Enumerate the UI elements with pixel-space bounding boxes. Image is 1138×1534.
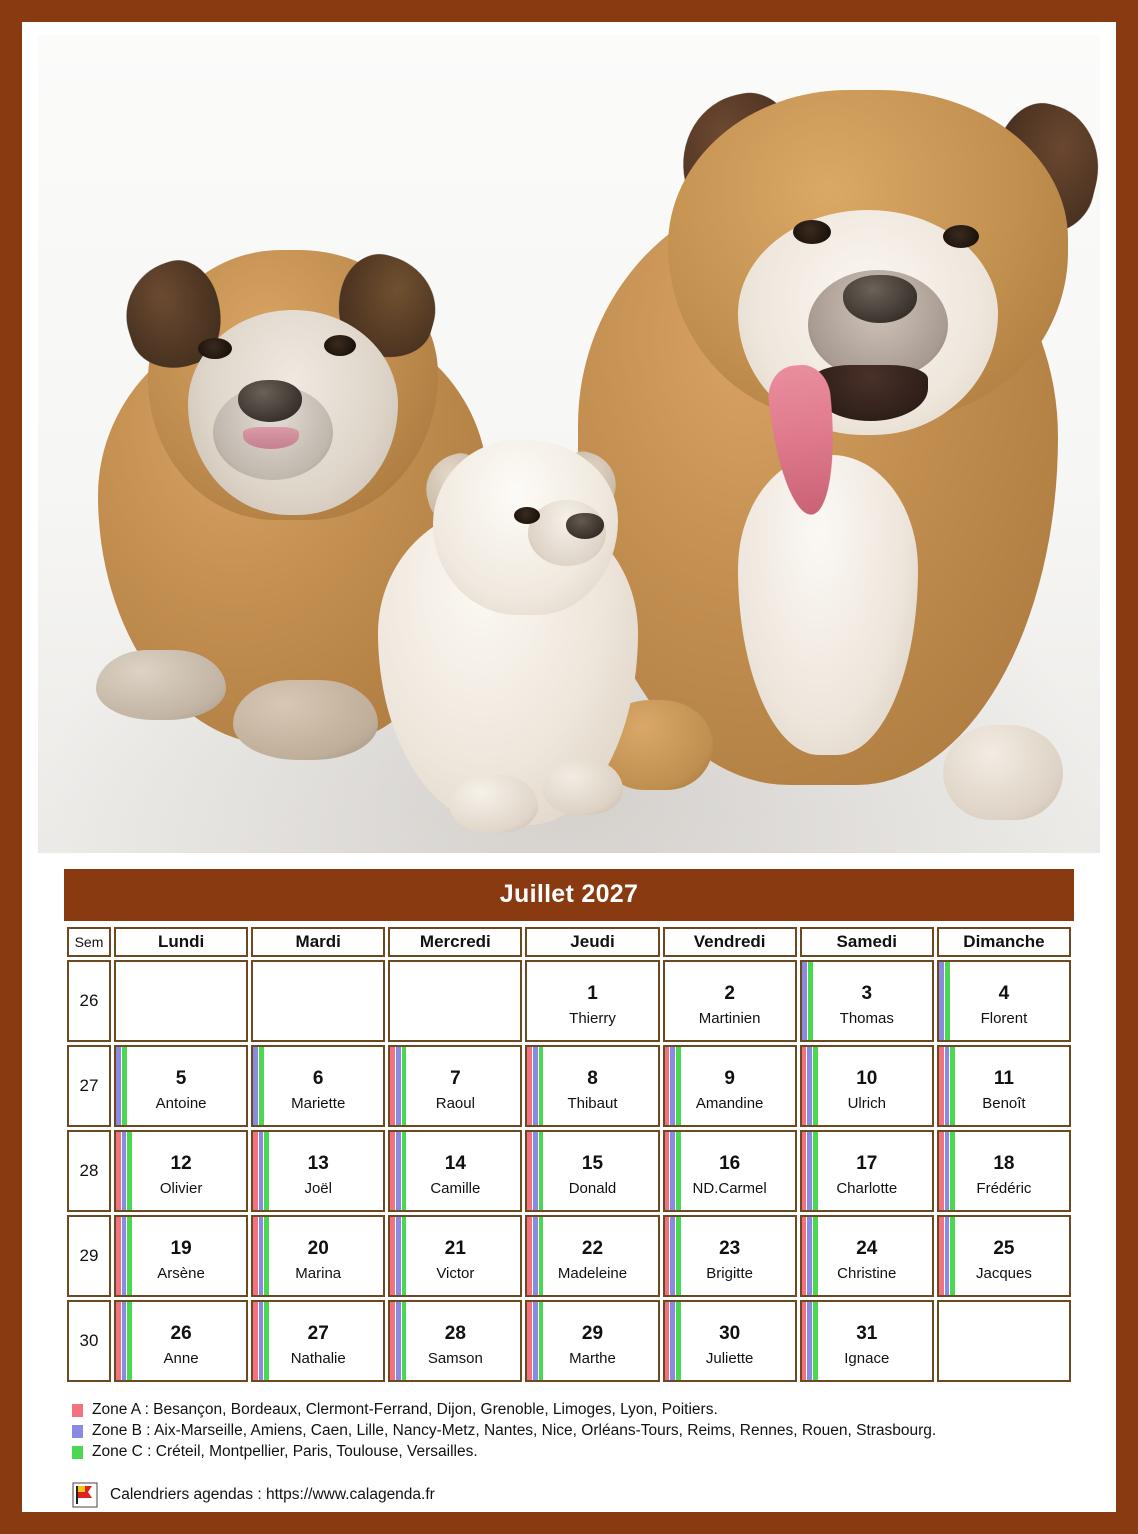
legend-row (72, 1422, 1074, 1440)
holiday-zone-bars (253, 1132, 270, 1210)
calendar-cell-empty (251, 960, 385, 1042)
calendar-day-cell[interactable] (114, 1045, 248, 1127)
holiday-zone-bars (939, 1047, 956, 1125)
zone-c-bar (127, 1217, 132, 1295)
saint-name: Madeleine (557, 1265, 628, 1283)
calendar-day-cell[interactable] (251, 1130, 385, 1212)
zone-c-bar (127, 1302, 132, 1380)
saint-name: Donald (568, 1180, 617, 1198)
zone-b-bar (122, 1217, 127, 1295)
day-number: 26 (170, 1323, 192, 1345)
calendar-day-cell[interactable] (388, 1300, 522, 1382)
saint-name: Florent (980, 1010, 1028, 1028)
zone-c-bar (808, 962, 813, 1040)
calendar-day-cell[interactable] (388, 1215, 522, 1297)
day-number: 16 (719, 1153, 741, 1175)
day-number (939, 1333, 1069, 1343)
zone-b-bar (259, 1217, 264, 1295)
zone-c-bar (127, 1132, 132, 1210)
holiday-zone-bars (802, 1132, 819, 1210)
zone-a-bar (802, 1132, 807, 1210)
zone-c-bar (539, 1302, 544, 1380)
calendar-cell-empty (388, 960, 522, 1042)
calendar-inner (22, 22, 1116, 1512)
calendar-day-cell[interactable] (525, 1045, 659, 1127)
zone-c-bar (264, 1132, 269, 1210)
holiday-zone-bars (390, 1132, 407, 1210)
saint-name: Charlotte (836, 1180, 898, 1198)
holiday-zone-bars (253, 1217, 270, 1295)
zone-b-bar (396, 1047, 401, 1125)
footer-text: Calendriers agendas : https://www.calagenda.fr (110, 1486, 435, 1503)
day-number: 12 (170, 1153, 192, 1175)
dow-header-friday: Vendredi (663, 927, 797, 957)
calendar-day-cell[interactable] (663, 960, 797, 1042)
calendar-title: Juillet 2027 (64, 869, 1074, 921)
holiday-zone-bars (390, 1302, 407, 1380)
zone-b-bar (533, 1302, 538, 1380)
zone-c-bar (264, 1302, 269, 1380)
zone-a-bar (527, 1047, 532, 1125)
zone-b-bar (945, 1047, 950, 1125)
week-number: 28 (67, 1130, 111, 1212)
zone-b-bar (807, 1132, 812, 1210)
zone-c-bar (813, 1217, 818, 1295)
holiday-zone-bars (116, 1302, 133, 1380)
saint-name (253, 1003, 383, 1009)
zone-a-bar (527, 1132, 532, 1210)
zone-a-bar (939, 1217, 944, 1295)
holiday-zone-bars (527, 1302, 544, 1380)
zone-c-bar (813, 1132, 818, 1210)
zone-c-bar (676, 1132, 681, 1210)
saint-name: Anne (163, 1350, 199, 1368)
saint-name (939, 1343, 1069, 1349)
saint-name: Marina (295, 1265, 342, 1283)
zone-a-bar (390, 1302, 395, 1380)
calagenda-logo-icon (72, 1482, 98, 1508)
zone-c-bar (402, 1047, 407, 1125)
day-number: 13 (307, 1153, 329, 1175)
zone-a-bar (802, 1047, 807, 1125)
calendar-day-cell[interactable] (525, 1130, 659, 1212)
zone-c-bar (950, 1047, 955, 1125)
zone-c-bar (402, 1132, 407, 1210)
saint-name: ND.Carmel (692, 1180, 767, 1198)
saint-name: Arsène (157, 1265, 205, 1283)
holiday-zone-bars (665, 1047, 682, 1125)
zone-c-bar (676, 1047, 681, 1125)
saint-name: Jacques (975, 1265, 1032, 1283)
zone-b-bar (122, 1302, 127, 1380)
saint-name: Ulrich (847, 1095, 886, 1113)
dog-adult-left-paw-one (96, 650, 226, 720)
zone-b-bar (670, 1132, 675, 1210)
holiday-zone-bars (390, 1047, 407, 1125)
day-number: 7 (450, 1068, 461, 1090)
day-number: 14 (444, 1153, 466, 1175)
day-number: 11 (993, 1068, 1014, 1090)
dog-adult-right-eye-left (793, 220, 831, 244)
saint-name (390, 1003, 520, 1009)
zone-c-bar (813, 1047, 818, 1125)
calendar-week-row (67, 1215, 1071, 1297)
holiday-zone-bars (665, 1302, 682, 1380)
saint-name: Thomas (839, 1010, 894, 1028)
saint-name: Brigitte (706, 1265, 753, 1283)
calendar-day-cell[interactable] (251, 1300, 385, 1382)
dog-adult-left-eye-left (198, 338, 232, 359)
legend-text: Zone B : Aix-Marseille, Amiens, Caen, Lille, Nancy-Metz, Nantes, Nice, Orléans-Tours, Reims, Rennes, Rouen, Strasbourg. (92, 1422, 937, 1439)
day-number: 27 (307, 1323, 329, 1345)
saint-name: Camille (430, 1180, 481, 1198)
zone-a-bar (116, 1132, 121, 1210)
zone-c-bar (122, 1047, 127, 1125)
zone-c-bar (945, 962, 950, 1040)
day-number: 22 (581, 1238, 604, 1260)
day-number: 17 (856, 1153, 878, 1175)
dog-puppy-paw-two (543, 760, 623, 815)
zone-a-bar (802, 1217, 807, 1295)
day-number (390, 993, 520, 1003)
zone-b-bar (533, 1217, 538, 1295)
zone-b-bar (802, 962, 807, 1040)
zone-b-bar (116, 1047, 121, 1125)
zone-b-bar (122, 1132, 127, 1210)
zone-b-bar (945, 1217, 950, 1295)
zone-c-bar (402, 1302, 407, 1380)
zone-a-bar (390, 1217, 395, 1295)
zone-a-bar (390, 1132, 395, 1210)
holiday-zone-bars (116, 1132, 133, 1210)
calendar-day-cell[interactable] (937, 1045, 1071, 1127)
saint-name (116, 1003, 246, 1009)
day-number: 8 (587, 1068, 598, 1090)
day-number: 9 (724, 1068, 735, 1090)
zone-b-bar (396, 1302, 401, 1380)
dow-header-wednesday: Mercredi (388, 927, 522, 957)
zone-b-bar (259, 1302, 264, 1380)
calendar-week-row (67, 1300, 1071, 1382)
zone-b-bar (670, 1217, 675, 1295)
zone-a-bar (665, 1302, 670, 1380)
calendar-day-cell[interactable] (663, 1045, 797, 1127)
calendar-cell-empty (937, 1300, 1071, 1382)
zone-a-bar (116, 1302, 121, 1380)
holiday-zone-bars (527, 1217, 544, 1295)
week-number: 29 (67, 1215, 111, 1297)
day-number: 21 (444, 1238, 466, 1260)
day-number: 23 (719, 1238, 741, 1260)
day-number: 15 (581, 1153, 604, 1175)
holiday-zone-bars (253, 1302, 270, 1380)
zone-a-bar (527, 1302, 532, 1380)
holiday-zone-bars (939, 1217, 956, 1295)
zone-c-bar (539, 1217, 544, 1295)
calendar-day-cell[interactable] (800, 1130, 934, 1212)
holiday-zone-bars (116, 1047, 133, 1125)
calendar-day-cell[interactable] (525, 1215, 659, 1297)
zone-c-bar (676, 1217, 681, 1295)
day-number: 25 (993, 1238, 1015, 1260)
holiday-zone-bars (802, 1217, 819, 1295)
calendar-day-cell[interactable] (251, 1045, 385, 1127)
zone-b-bar (533, 1132, 538, 1210)
dow-header-thursday: Jeudi (525, 927, 659, 957)
calendar-day-cell[interactable] (114, 1215, 248, 1297)
zone-b-bar (396, 1217, 401, 1295)
holiday-zone-bars (116, 1217, 133, 1295)
calendar-week-row (67, 1045, 1071, 1127)
calendar-day-cell[interactable] (388, 1045, 522, 1127)
zone-b-bar (670, 1302, 675, 1380)
calendar-day-cell[interactable] (663, 1130, 797, 1212)
day-number: 5 (175, 1068, 187, 1090)
day-number: 20 (307, 1238, 329, 1260)
saint-name: Juliette (705, 1350, 754, 1368)
legend-row (72, 1401, 1074, 1419)
dow-header-sunday: Dimanche (937, 927, 1071, 957)
zone-c-bar (813, 1302, 818, 1380)
saint-name: Frédéric (976, 1180, 1032, 1198)
saint-name: Thierry (569, 1010, 616, 1028)
zones-legend (72, 1401, 1074, 1464)
zone-a-bar (665, 1217, 670, 1295)
holiday-zone-bars (665, 1217, 682, 1295)
holiday-zone-bars (939, 962, 956, 1040)
holiday-zone-bars (527, 1132, 544, 1210)
saint-name: Joël (304, 1180, 332, 1198)
zone-a-bar (527, 1217, 532, 1295)
dog-puppy-eye (514, 507, 540, 524)
zone-a-bar (253, 1217, 258, 1295)
saint-name: Thibaut (567, 1095, 618, 1113)
legend-text: Zone C : Créteil, Montpellier, Paris, Toulouse, Versailles. (92, 1443, 478, 1460)
saint-name: Victor (436, 1265, 475, 1283)
calendar-day-cell[interactable] (937, 1130, 1071, 1212)
footer (72, 1482, 1074, 1508)
day-number: 30 (719, 1323, 741, 1345)
day-number: 6 (312, 1068, 324, 1090)
dog-adult-left-paw-two (233, 680, 378, 760)
week-number: 27 (67, 1045, 111, 1127)
holiday-zone-bars (527, 1047, 544, 1125)
calendar-day-cell[interactable] (800, 1215, 934, 1297)
saint-name: Raoul (435, 1095, 475, 1113)
zone-a-bar (116, 1217, 121, 1295)
zone-c-bar (264, 1217, 269, 1295)
zone-c-bar (539, 1132, 544, 1210)
holiday-zone-bars (939, 1132, 956, 1210)
day-number: 1 (587, 983, 598, 1005)
zone-a-bar (253, 1302, 258, 1380)
day-number: 3 (861, 983, 873, 1005)
zone-a-bar (939, 1047, 944, 1125)
day-number: 19 (170, 1238, 192, 1260)
dow-header-tuesday: Mardi (251, 927, 385, 957)
legend-color-swatch (72, 1446, 83, 1459)
zone-c-bar (402, 1217, 407, 1295)
photo-panel (38, 35, 1100, 853)
saint-name: Nathalie (290, 1350, 346, 1368)
day-number: 28 (444, 1323, 466, 1345)
day-number (253, 993, 383, 1003)
week-column-header: Sem (67, 927, 111, 957)
calendar-day-cell[interactable] (663, 1215, 797, 1297)
calendar-week-row (67, 1130, 1071, 1212)
calendar-day-cell[interactable] (114, 1300, 248, 1382)
holiday-zone-bars (253, 1047, 270, 1125)
calendar-day-cell[interactable] (937, 1215, 1071, 1297)
week-number: 26 (67, 960, 111, 1042)
zone-b-bar (253, 1047, 258, 1125)
zone-b-bar (807, 1217, 812, 1295)
saint-name: Benoît (982, 1095, 1026, 1113)
zone-b-bar (670, 1047, 675, 1125)
calendar-grid (64, 924, 1074, 1385)
saint-name: Samson (427, 1350, 483, 1368)
day-number: 18 (993, 1153, 1015, 1175)
calendar-body (67, 960, 1071, 1382)
zone-a-bar (253, 1132, 258, 1210)
holiday-zone-bars (802, 1302, 819, 1380)
holiday-zone-bars (665, 1132, 682, 1210)
legend-color-swatch (72, 1404, 83, 1417)
zone-b-bar (939, 962, 944, 1040)
calendar-day-cell[interactable] (114, 1130, 248, 1212)
saint-name: Martinien (698, 1010, 761, 1028)
zone-a-bar (939, 1132, 944, 1210)
dog-adult-left-eye-right (324, 335, 356, 356)
zone-c-bar (676, 1302, 681, 1380)
calendar-day-cell[interactable] (800, 1300, 934, 1382)
legend-text: Zone A : Besançon, Bordeaux, Clermont-Ferrand, Dijon, Grenoble, Limoges, Lyon, Poitiers. (92, 1401, 718, 1418)
saint-name: Antoine (155, 1095, 207, 1113)
dow-header-monday: Lundi (114, 927, 248, 957)
calendar-header-row (67, 927, 1071, 957)
saint-name: Olivier (159, 1180, 203, 1198)
week-number: 30 (67, 1300, 111, 1382)
zone-b-bar (945, 1132, 950, 1210)
zone-a-bar (665, 1132, 670, 1210)
dog-adult-right-eye-right (943, 225, 979, 248)
day-number: 2 (724, 983, 735, 1005)
bulldogs-photo (38, 35, 1100, 853)
zone-b-bar (807, 1302, 812, 1380)
day-number: 31 (856, 1323, 878, 1345)
zone-a-bar (390, 1047, 395, 1125)
day-number: 4 (998, 983, 1010, 1005)
calendar-day-cell[interactable] (800, 1045, 934, 1127)
holiday-zone-bars (802, 1047, 819, 1125)
zone-b-bar (259, 1132, 264, 1210)
legend-row (72, 1443, 1074, 1461)
saint-name: Marthe (569, 1350, 616, 1368)
calendar-day-cell[interactable] (388, 1130, 522, 1212)
zone-c-bar (259, 1047, 264, 1125)
saint-name: Ignace (844, 1350, 890, 1368)
zone-b-bar (807, 1047, 812, 1125)
calendar-day-cell[interactable] (937, 960, 1071, 1042)
zone-a-bar (665, 1047, 670, 1125)
dog-puppy-paw-one (450, 775, 538, 833)
day-number: 10 (856, 1068, 878, 1090)
saint-name: Amandine (695, 1095, 764, 1113)
calendar-day-cell[interactable] (800, 960, 934, 1042)
dow-header-saturday: Samedi (800, 927, 934, 957)
calendar-section (64, 869, 1074, 1385)
zone-a-bar (802, 1302, 807, 1380)
day-number: 29 (581, 1323, 604, 1345)
zone-c-bar (950, 1217, 955, 1295)
holiday-zone-bars (390, 1217, 407, 1295)
day-number: 24 (856, 1238, 878, 1260)
day-number (116, 993, 246, 1003)
legend-color-swatch (72, 1425, 83, 1438)
zone-b-bar (533, 1047, 538, 1125)
calendar-week-row (67, 960, 1071, 1042)
holiday-zone-bars (802, 962, 819, 1040)
saint-name: Christine (837, 1265, 897, 1283)
dog-adult-right-paw-one (943, 725, 1063, 820)
calendar-cell-empty (114, 960, 248, 1042)
calendar-day-cell[interactable] (525, 1300, 659, 1382)
calendar-day-cell[interactable] (525, 960, 659, 1042)
zone-b-bar (396, 1132, 401, 1210)
calendar-day-cell[interactable] (663, 1300, 797, 1382)
zone-c-bar (950, 1132, 955, 1210)
saint-name: Mariette (291, 1095, 346, 1113)
calendar-day-cell[interactable] (251, 1215, 385, 1297)
zone-c-bar (539, 1047, 544, 1125)
